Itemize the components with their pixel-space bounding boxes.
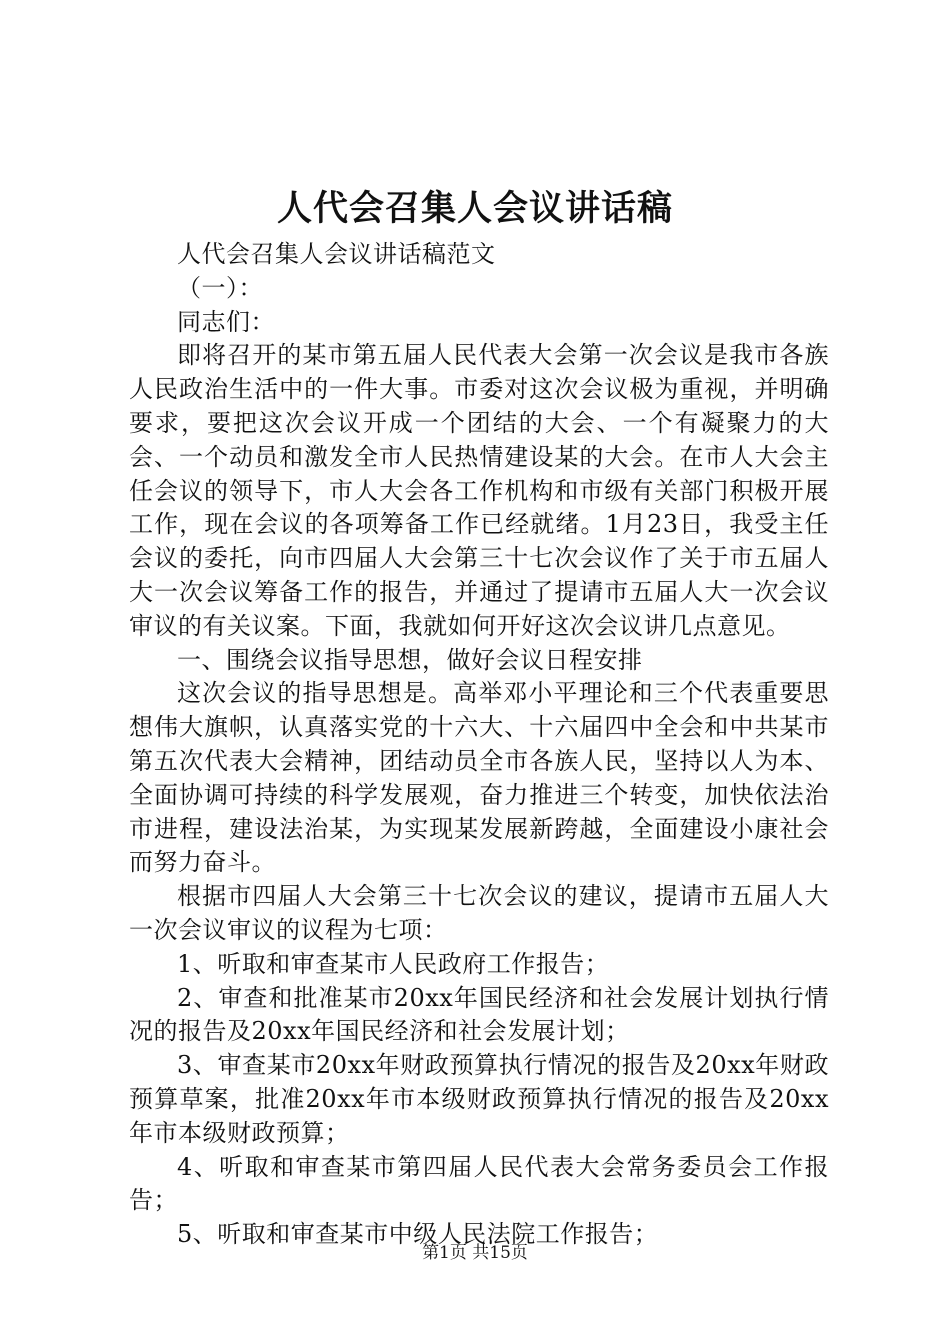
agenda-item: 4、听取和审查某市第四届人民代表大会常务委员会工作报告；	[129, 1152, 829, 1215]
section-marker-paragraph: （一）：	[177, 273, 263, 302]
agenda-item: 5、听取和审查某市中级人民法院工作报告；	[177, 1220, 659, 1249]
page-number-footer: 第1页 共15页	[422, 1243, 528, 1263]
body-paragraph: 根据市四届人大会第三十七次会议的建议，提请市五届人大一次会议审议的议程为七项：	[129, 882, 829, 944]
section-heading: 一、围绕会议指导思想，做好会议日程安排	[177, 645, 643, 674]
agenda-item: 3、审查某市20xx年财政预算执行情况的报告及20xx年财政预算草案，批准20xx年市本级财政预算执行情况的报告及20xx年市本级财政预算；	[129, 1051, 829, 1147]
document-title: 人代会召集人会议讲话稿	[276, 188, 673, 229]
body-paragraph: 即将召开的某市第五届人民代表大会第一次会议是我市各族人民政治生活中的一件大事。市委对这次会议极为重视，并明确要求，要把这次会议开成一个团结的大会、一个有凝聚力的大会、一个动员和激发全市人民热情建设某的大会。在市人大会主任会议的领导下，市人大会各工作机构和市级有关部门积极开展工作，现在会议的各项筹备工作已经就绪。1月23日，我受主任会议的委托，向市四届人大会第三十七次会议作了关于市五届人大一次会议筹备工作的报告，并通过了提请市五届人大一次会议审议的有关议案。下面，我就如何开好这次会议讲几点意见。	[129, 341, 829, 640]
salutation-paragraph: 同志们：	[177, 307, 275, 336]
agenda-item: 2、审查和批准某市20xx年国民经济和社会发展计划执行情况的报告及20xx年国民经济和社会发展计划；	[129, 983, 829, 1046]
agenda-item: 1、听取和审查某市人民政府工作报告；	[177, 949, 610, 978]
body-paragraph: 这次会议的指导思想是。高举邓小平理论和三个代表重要思想伟大旗帜，认真落实党的十六大、十六届四中全会和中共某市第五次代表大会精神，团结动员全市各族人民，坚持以人为本、全面协调可持续的科学发展观，奋力推进三个转变，加快依法治市进程，建设法治某，为实现某发展新跨越，全面建设小康社会而努力奋斗。	[129, 679, 829, 877]
document-body	[129, 238, 829, 1252]
subtitle-paragraph: 人代会召集人会议讲话稿范文	[177, 240, 496, 268]
